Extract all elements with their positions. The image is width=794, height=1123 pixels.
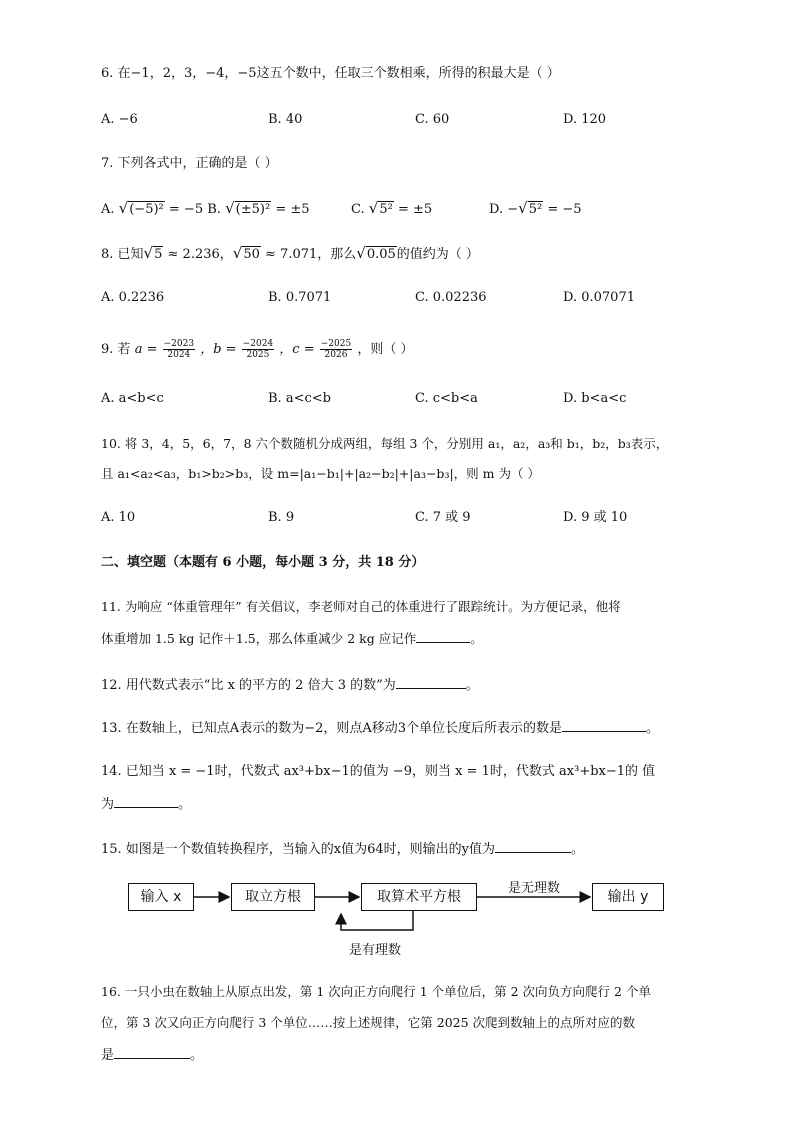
q10-option-c: C. 7 或 9 (415, 510, 471, 525)
q12-stem: 12. 用代数式表示“比 x 的平方的 2 倍大 3 的数”为 。 (101, 674, 479, 696)
radical-icon: √ (368, 199, 379, 217)
q10-option-d: D. 9 或 10 (563, 510, 628, 525)
q10-option-b: B. 9 (268, 510, 295, 525)
q13-text: 13. 在数轴上，已知点A表示的数为−2，则点A移动3个单位长度后所表示的数是 (101, 721, 563, 736)
radical-icon: √ (518, 199, 528, 217)
q6-stem: 6. 在−1，2，3，−4，−5这五个数中，任取三个数相乘，所得的积最大是（ ） (101, 66, 560, 81)
flow-sqrt-box: 取算术平方根 (361, 883, 477, 911)
radical-icon: √ (232, 244, 243, 262)
q9-a-fraction: $\frac{-2023}{2024}$ (163, 339, 195, 360)
q16-line-3: 是 。 (101, 1044, 203, 1066)
q15-text: 15. 如图是一个数值转换程序，当输入的x值为64时，则输出的y值为 (101, 842, 496, 857)
q9-option-a: A. a<b<c (101, 391, 164, 406)
q16-line-2: 位，第 3 次又向正方向爬行 3 个单位……按上述规律，它第 2025 次爬到数轴上的点所对应的数 (101, 1015, 636, 1030)
answer-blank[interactable] (114, 1044, 190, 1059)
q7-d-rhs: = −5 (547, 202, 582, 217)
q9-a-var: a = (134, 342, 158, 357)
q6-option-d: D. 120 (563, 112, 607, 127)
q9-b-fraction: $\frac{-2024}{2025}$ (242, 339, 274, 360)
q8-pre: 8. 已知 (101, 247, 144, 262)
q7-stem: 7. 下列各式中，正确的是（ ） (101, 156, 278, 171)
q8-radicand-3: 0.05 (366, 247, 396, 262)
section-heading: 二、填空题（本题有 6 小题，每小题 3 分，共 18 分） (101, 555, 425, 570)
q9-option-c: C. c<b<a (415, 391, 478, 406)
loop-arrow (341, 911, 413, 930)
q7-d-radicand: 5² (528, 202, 543, 217)
q15-stem: 15. 如图是一个数值转换程序，当输入的x值为64时，则输出的y值为 。 (101, 838, 584, 860)
q16-line-1: 16. 一只小虫在数轴上从原点出发，第 1 次向正方向爬行 1 个单位后，第 2 次向负方向爬行 2 个单 (101, 984, 651, 999)
q7-b-rhs: = ±5 (275, 202, 310, 217)
q7-c-label: C. (351, 202, 365, 217)
q6-option-b: B. 40 (268, 112, 303, 127)
q6-option-a: A. −6 (101, 112, 138, 127)
flow-label-irrational: 是无理数 (508, 881, 561, 896)
q9-c-var: ，c = (279, 342, 315, 357)
q8-mid-1: ≈ 2.236， (167, 247, 233, 262)
flow-label-rational: 是有理数 (349, 943, 402, 958)
flow-output-box: 输出 y (592, 883, 664, 911)
q8-option-d: D. 0.07071 (563, 290, 635, 305)
q9-c-fraction: $\frac{-2025}{2026}$ (320, 339, 352, 360)
radical-icon: √ (356, 244, 366, 262)
q8-radicand-2: 50 (243, 247, 260, 262)
q8-mid-2: ≈ 7.071，那么 (265, 247, 357, 262)
q10-line-2: 且 a₁<a₂<a₃，b₁>b₂>b₃，设 m=|a₁−b₁|+|a₂−b₂|+|a₃−b₃|，则 m 为（ ） (101, 466, 540, 481)
q7-a-rhs: = −5 (168, 202, 204, 217)
q8-option-a: A. 0.2236 (101, 290, 165, 305)
radical-icon: √ (225, 199, 235, 217)
q9-b-var: ，b = (200, 342, 237, 357)
q7-d-minus: − (507, 202, 519, 217)
q9-pre: 9. 若 (101, 342, 131, 357)
flow-input-box: 输入 x (128, 883, 194, 911)
q7-b-radicand: (±5)² (235, 202, 271, 217)
q11-line-2: 体重增加 1.5 kg 记作＋1.5，那么体重减少 2 kg 应记作 。 (101, 628, 483, 649)
q7-a-label: A. (101, 202, 115, 217)
q11-line-2-text: 体重增加 1.5 kg 记作＋1.5，那么体重减少 2 kg 应记作 (101, 631, 417, 646)
q6-option-c: C. 60 (415, 112, 450, 127)
q13-stem: 13. 在数轴上，已知点A表示的数为−2，则点A移动3个单位长度后所表示的数是 。 (101, 717, 659, 739)
radical-icon: √ (118, 199, 129, 217)
q8-radicand-1: 5 (154, 247, 163, 262)
q7-d-label: D. (489, 202, 504, 217)
q14-line-2: 为 。 (101, 793, 191, 815)
q7-b-label: B. (207, 202, 221, 217)
q9-option-b: B. a<c<b (268, 391, 331, 406)
radical-icon: √ (143, 244, 154, 262)
q9-option-d: D. b<a<c (563, 391, 627, 406)
q11-line-1: 11. 为响应 “体重管理年” 有关倡议，李老师对自己的体重进行了跟踪统计。为方便记录，他将 (101, 599, 621, 614)
q14-line-1: 14. 已知当 x = −1时，代数式 ax³+bx−1的值为 −9，则当 x = 1时，代数式 ax³+bx−1的 值 (101, 764, 656, 779)
q7-a-radicand: (−5)² (129, 202, 164, 217)
q7-c-radicand: 5² (379, 202, 393, 217)
q9-post: ，则（ ） (357, 342, 414, 357)
flow-cube-root-box: 取立方根 (231, 883, 315, 911)
q8-post: 的值约为（ ） (396, 247, 479, 262)
q8-option-c: C. 0.02236 (415, 290, 487, 305)
q8-option-b: B. 0.7071 (268, 290, 332, 305)
q10-line-1: 10. 将 3，4，5，6，7，8 六个数随机分成两组，每组 3 个，分别用 a₁，a₂，a₃和 b₁，b₂，b₃表示， (101, 436, 669, 451)
q12-text: 12. 用代数式表示“比 x 的平方的 2 倍大 3 的数”为 (101, 678, 396, 693)
q7-c-rhs: = ±5 (397, 202, 433, 217)
q10-option-a: A. 10 (101, 510, 136, 525)
